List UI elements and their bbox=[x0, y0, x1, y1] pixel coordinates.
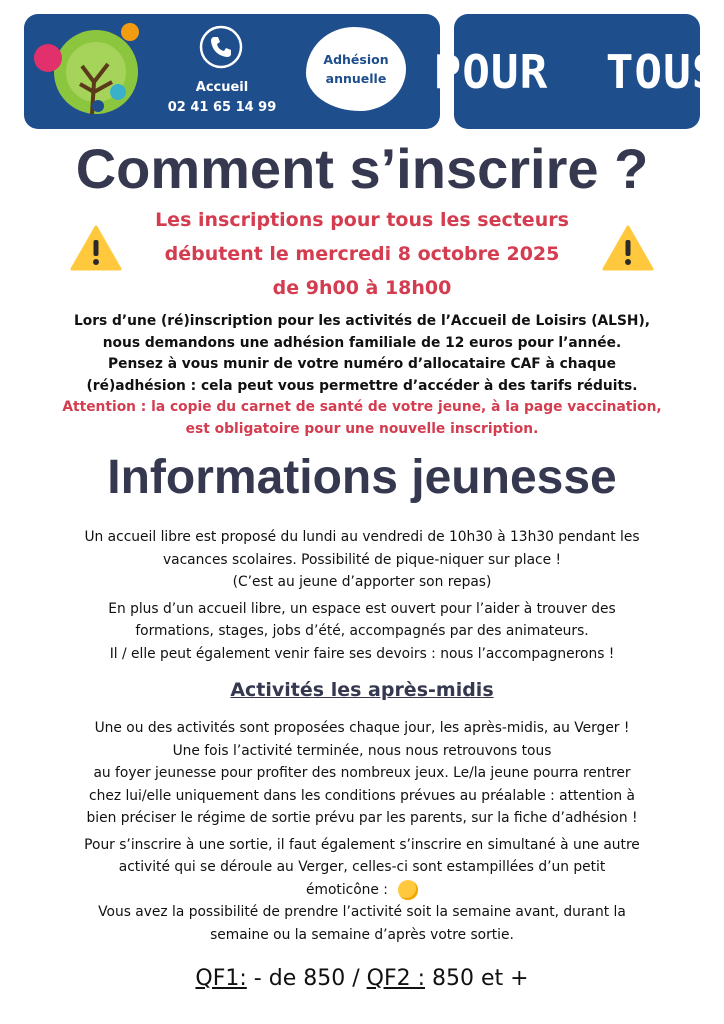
sun-emoticon-icon bbox=[398, 880, 418, 900]
adhesion-line2: annuelle bbox=[325, 71, 387, 86]
section-title-activites bbox=[0, 679, 724, 701]
jeunesse-line4: En plus d’un accueil libre, un espace est ouvert pour l’aider à trouver des bbox=[108, 600, 616, 617]
activites-line1: Une ou des activités sont proposées chaque jour, les après-midis, au Verger ! bbox=[94, 720, 630, 736]
attention-line2: est obligatoire pour une nouvelle inscription. bbox=[185, 420, 539, 437]
qf2-label: QF2 : bbox=[366, 966, 425, 991]
activites-line8: émoticône : bbox=[306, 881, 388, 898]
inscription-dates bbox=[100, 203, 624, 305]
activites-line5: bien préciser le régime de sortie prévu par les parents, sur la fiche d’adhésion ! bbox=[86, 810, 638, 826]
tree-logo bbox=[30, 22, 142, 122]
pour-tous-text: POUR TOUS bbox=[433, 44, 721, 99]
jeunesse-line6: Il / elle peut également venir faire ses devoirs : nous l’accompagnerons ! bbox=[109, 645, 615, 662]
phone-icon bbox=[198, 24, 244, 70]
quotient-familial bbox=[0, 966, 724, 991]
qf2-value: 850 et + bbox=[425, 966, 529, 991]
activites-line8-wrap bbox=[30, 879, 694, 902]
adhesion-info-line4: (ré)adhésion : cela peut vous permettre d’accéder à des tarifs réduits. bbox=[86, 377, 638, 394]
accueil-label: Accueil bbox=[195, 80, 249, 95]
adhesion-info-line3: Pensez à vous munir de votre numéro d’allocataire CAF à chaque bbox=[108, 356, 616, 372]
activites-line9: Vous avez la possibilité de prendre l’activité soit la semaine avant, durant la bbox=[98, 904, 626, 920]
jeunesse-info bbox=[30, 526, 694, 665]
phone-number[interactable]: 02 41 65 14 99 bbox=[167, 100, 277, 115]
adhesion-badge bbox=[306, 27, 406, 111]
activites-info bbox=[30, 717, 694, 946]
adhesion-info-line1: Lors d’une (ré)inscription pour les activités de l’Accueil de Loisirs (ALSH), bbox=[73, 313, 651, 329]
activites-line6: Pour s’inscrire à une sortie, il faut également s’inscrire en simultané à une autre bbox=[84, 836, 640, 853]
jeunesse-line1: Un accueil libre est proposé du lundi au vendredi de 10h30 à 13h30 pendant les bbox=[84, 529, 640, 545]
adhesion-info-line2: nous demandons une adhésion familiale de 12 euros pour l’année. bbox=[102, 334, 622, 351]
inscription-line3: de 9h00 à 18h00 bbox=[272, 277, 452, 299]
activites-line10: semaine ou la semaine d’après votre sortie. bbox=[210, 926, 514, 943]
activites-line3: au foyer jeunesse pour profiter des nombreux jeux. Le/la jeune pourra rentrer bbox=[93, 765, 631, 781]
inscription-line2: débutent le mercredi 8 octobre 2025 bbox=[164, 243, 560, 265]
activites-title-text: Activités les après-midis bbox=[230, 679, 494, 701]
jeunesse-line3: (C’est au jeune d’apporter son repas) bbox=[232, 574, 492, 590]
activites-line7: activité qui se déroule au Verger, celles-ci sont estampillées d’un petit bbox=[118, 859, 606, 875]
qf1-label: QF1: bbox=[195, 966, 247, 991]
section-title-jeunesse: Informations jeunesse bbox=[107, 451, 617, 504]
activites-line4: chez lui/elle uniquement dans les conditions prévues au préalable : attention à bbox=[89, 787, 635, 804]
page-title: Comment s’inscrire ? bbox=[75, 137, 649, 200]
jeunesse-line2: vacances scolaires. Possibilité de pique-niquer sur place ! bbox=[162, 551, 562, 568]
attention-line1: Attention : la copie du carnet de santé de votre jeune, à la page vaccination, bbox=[62, 399, 662, 415]
adhesion-info bbox=[30, 311, 694, 440]
pour-tous-banner bbox=[433, 14, 721, 129]
accueil-contact bbox=[150, 78, 294, 118]
qf1-value: - de 850 / bbox=[246, 966, 367, 991]
jeunesse-line5: formations, stages, jobs d’été, accompagnés par des animateurs. bbox=[135, 623, 589, 639]
activites-line2: Une fois l’activité terminée, nous nous retrouvons tous bbox=[172, 742, 552, 759]
adhesion-line1: Adhésion bbox=[323, 52, 389, 67]
inscription-line1: Les inscriptions pour tous les secteurs bbox=[155, 209, 569, 231]
